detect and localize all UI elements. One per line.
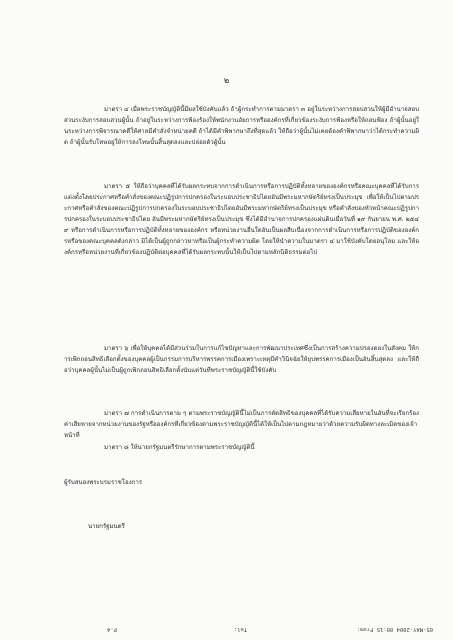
fax-page-number: P.4 [107, 626, 117, 632]
section-4: มาตรา ๔ เมื่อพระราชบัญญัตินี้มีผลใช้บังคับแล้ว ถ้าผู้กระทำการตามมาตรา ๓ อยู่ในระหว่างการสอบสวนให้ผู้มีอำนาจสอบสวนระงับการสอบสวนผู้นั้น ถ้าอยู่ในระหว่างการฟ้องร้องให้พนักงานอัยการหรือองค์กรที่เกี่ยวข้องระงับการฟ้องหรือให้ถอนฟ้อง ถ้าผู้นั้นอยู่ในระหว่างการพิจารณาคดีให้ศาลมีคำสั่งจำหน่ายคดี ถ้าได้มีคำพิพากษาถึงที่สุดแล้ว ให้ถือว่าผู้นั้นไม่เคยต้องคำพิพากษาว่าได้กระทำความผิด ถ้าผู้นั้นรับโทษอยู่ให้การลงโทษนั้นสิ้นสุดลงและปล่อยตัวผู้นั้น [64, 106, 419, 147]
countersign-line: ผู้รับสนองพระบรมราชโองการ [64, 479, 143, 486]
section-5: มาตรา ๕ ให้ถือว่าบุคคลที่ได้รับผลกระทบจากการดำเนินการหรือการปฏิบัติทั้งหลายขององค์กรหรือคณะบุคคลที่ได้รับการแต่งตั้งโดยประกาศหรือคำสั่งของคณะปฏิรูปการปกครองในระบอบประชาธิปไตยอันมีพระมหากษัตริย์ทรงเป็นประมุข เพื่อให้เป็นไปตามประกาศหรือคำสั่งของคณะปฏิรูปการปกครองในระบอบประชาธิปไตยอันมีพระมหากษัตริย์ทรงเป็นประมุข หรือคำสั่งของหัวหน้าคณะปฏิรูปการปกครองในระบอบประชาธิปไตย อันมีพระมหากษัตริย์ทรงเป็นประมุข ซึ่งได้มีอำนาจการปกครองแผ่นดินเมื่อวันที่ ๑๙ กันยายน พ.ศ. ๒๕๔๙ หรือการดำเนินการหรือการปฏิบัติทั้งหลายขององค์กร หรือหน่วยงานอื่นใดอันเป็นผลสืบเนื่องจากการดำเนินการหรือการปฏิบัติขององค์กรหรือของคณะบุคคลดังกล่าว มิได้เป็นผู้ถูกกล่าวหาหรือเป็นผู้กระทำความผิด โดยให้นำความในมาตรา ๔ มาใช้บังคับโดยอนุโลม และให้องค์กรหรือหน่วยงานที่เกี่ยวข้องปฏิบัติต่อบุคคลที่ได้รับผลกระทบนั้นให้เป็นไปตามหลักนิติธรรมต่อไป [64, 183, 419, 257]
section-8: มาตรา ๘ ให้นายกรัฐมนตรีรักษาการตามพระราชบัญญัตินี้ [104, 444, 255, 452]
signer-title: นายกรัฐมนตรี [88, 523, 125, 530]
fax-header-line [0, 622, 453, 632]
fax-tel: Tel: [233, 626, 247, 632]
section-7: มาตรา ๗ การดำเนินการตาม ๆ ตามพระราชบัญญัตินี้ไม่เป็นการตัดสิทธิของบุคคลที่ได้รับความเสียหายในอันที่จะเรียกร้องค่าเสียหายจากหน่วยงานของรัฐหรือองค์กรที่เกี่ยวข้องตามพระราชบัญญัตินี้ได้ให้เป็นไปตามกฎหมายว่าด้วยความรับผิดทางละเมิดของเจ้าหน้าที่ [64, 410, 419, 440]
fax-datetime: 05-MAY-2004 00:15 From: [356, 626, 433, 632]
section-6: มาตรา ๖ เพื่อให้บุคคลได้มีส่วนร่วมในการแก้ไขปัญหาและการพัฒนาประเทศซึ่งเป็นการสร้างความปรองดองในสังคม ให้การเพิกถอนสิทธิเลือกตั้งของบุคคลผู้เป็นกรรมการบริหารพรรคการเมืองเพราะเหตุมีคำวินิจฉัยให้ยุบพรรคการเมืองเป็นอันสิ้นสุดลง และให้ถือว่าบุคคลผู้นั้นไม่เป็นผู้ถูกเพิกถอนสิทธิเลือกตั้งนับแต่วันที่พระราชบัญญัตินี้ใช้บังคับ [64, 345, 419, 375]
page-number: ๒ [223, 76, 230, 85]
